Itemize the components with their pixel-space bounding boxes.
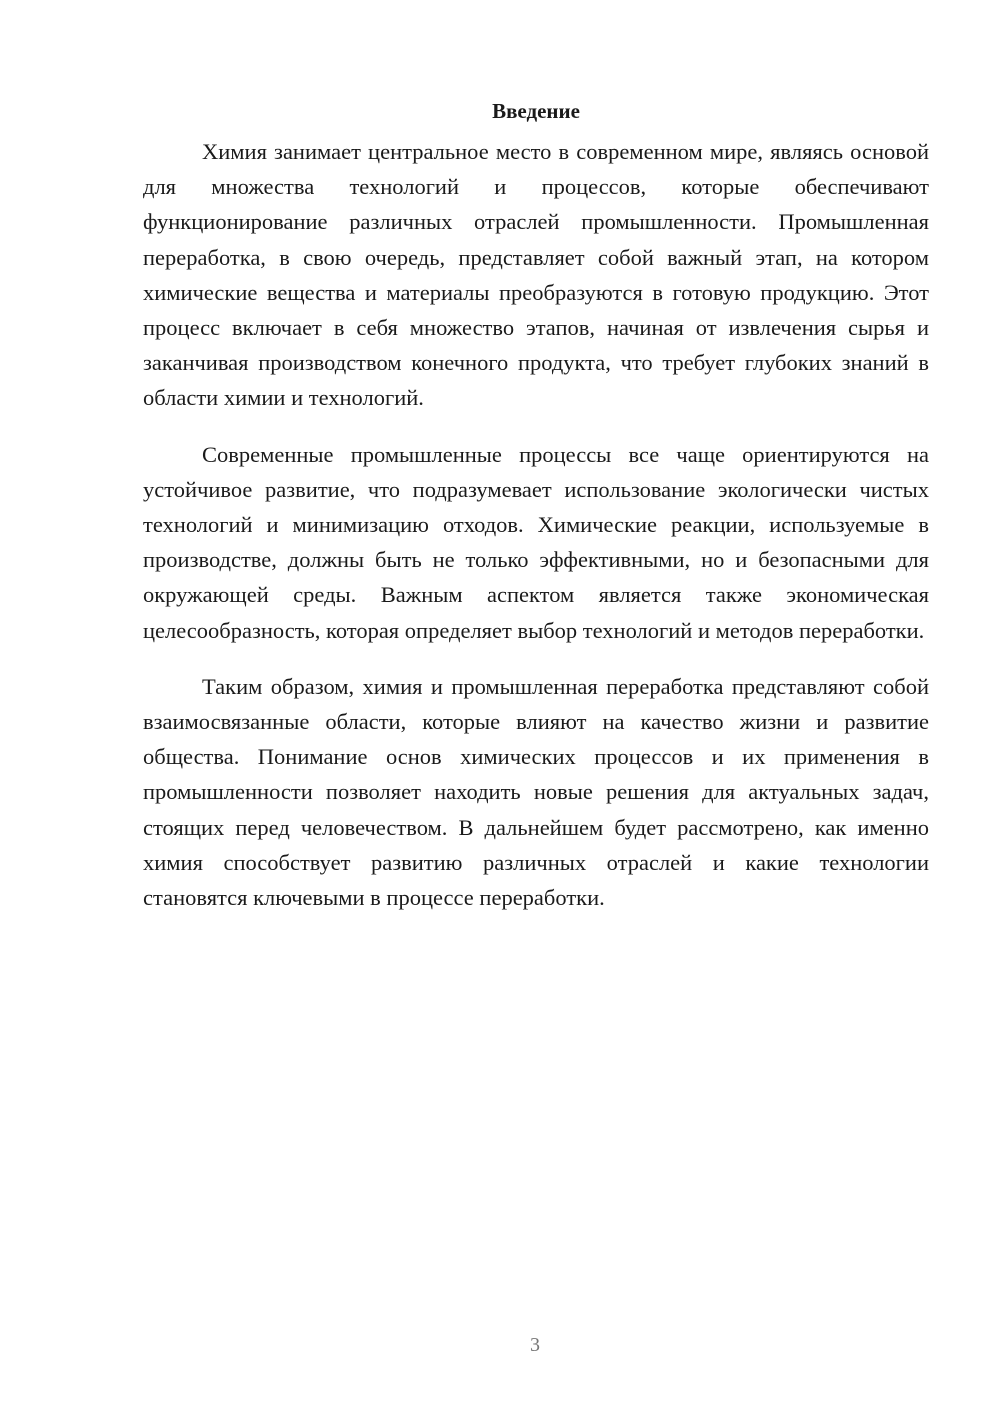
- paragraph-2: Современные промышленные процессы все чаще ориентируются на устойчивое развитие, что подразумевает использование экологически чистых технологий и минимизацию отходов. Химические реакции, используемые в производстве, должны быть не только эффективными, но и безопасными для окружающей среды. Важным аспектом является также экономическая целесообразность, которая определяет выбор технологий и методов переработки.: [143, 441, 929, 643]
- page-content: [143, 96, 929, 936]
- paragraph-3: Таким образом, химия и промышленная переработка представляют собой взаимосвязанные области, которые влияют на качество жизни и развитие общества. Понимание основ химических процессов и их применения в промышленности позволяет находить новые решения для актуальных задач, стоящих перед человечеством. В дальнейшем будет рассмотрено, как именно химия способствует развитию различных отраслей и какие технологии становятся ключевыми в процессе переработки.: [143, 673, 929, 911]
- paragraph-1: Химия занимает центральное место в современном мире, являясь основой для множества технологий и процессов, которые обеспечивают функционирование различных отраслей промышленности. Промышленная переработка, в свою очередь, представляет собой важный этап, на котором химические вещества и материалы преобразуются в готовую продукцию. Этот процесс включает в себя множество этапов, начиная от извлечения сырья и заканчивая производством конечного продукта, что требует глубоких знаний в области химии и технологий.: [143, 139, 929, 411]
- page-number: 3: [530, 1334, 540, 1356]
- section-heading: Введение: [492, 99, 580, 123]
